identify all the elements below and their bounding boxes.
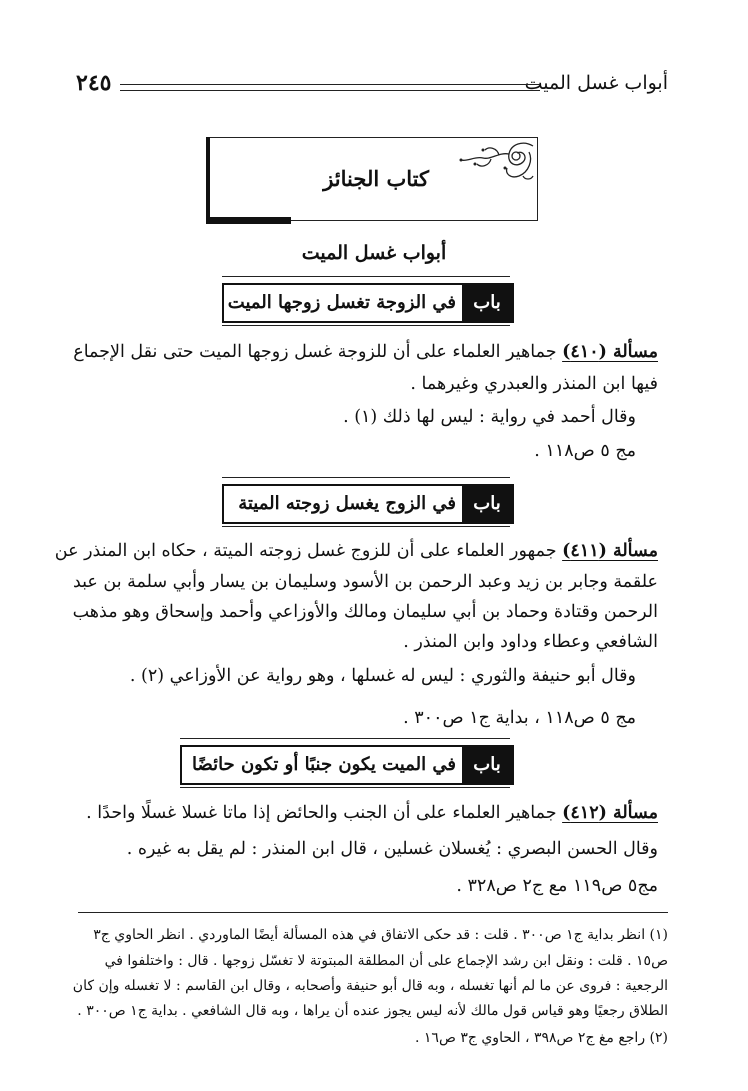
header-rule-top: [120, 84, 540, 85]
chapter-rule-bottom: [222, 325, 510, 326]
header-rule-bottom: [120, 90, 540, 91]
footnote-line: (١) انظر بداية ج١ ص٣٠٠ . قلت : قد حكى الاتفاق في هذه المسألة أيضًا الماوردي . انظر الحاوي ج٣: [93, 927, 668, 943]
chapter-rule-top: [180, 738, 510, 739]
paragraph-line: مسألة (٤١٢) جماهير العلماء على أن الجنب والحائض إذا ماتا غسلا غسلًا واحدًا .: [86, 803, 658, 823]
chapter-rule-top: [222, 276, 510, 277]
chapter-rule-bottom: [180, 787, 510, 788]
frame-shadow-bottom: [206, 217, 291, 224]
paragraph-line: وقال الحسن البصري : يُغسلان غسلين ، قال ابن المنذر : لم يقل به غيره .: [126, 839, 658, 859]
chapter-box: [222, 484, 514, 524]
footnote-separator: [78, 912, 668, 913]
running-header-title: أبواب غسل الميت: [524, 72, 668, 94]
paragraph-line: الشافعي وعطاء وداود وابن المنذر .: [403, 632, 658, 652]
paragraph-line: وقال أبو حنيفة والثوري : ليس له غسلها ، وهو رواية عن الأوزاعي (٢) .: [129, 666, 636, 686]
book-title: كتاب الجنائز: [323, 166, 429, 191]
paragraph-line: مسألة (٤١٠) جماهير العلماء على أن للزوجة غسل زوجها الميت حتى نقل الإجماع: [73, 342, 658, 362]
frame-shadow-left: [206, 137, 210, 219]
chapter-box: [222, 283, 514, 323]
chapter-title: في الزوجة تغسل زوجها الميت: [227, 292, 456, 313]
book-title-frame: [206, 137, 538, 221]
paragraph-line: مسألة (٤١١) جمهور العلماء على أن للزوج غسل زوجته الميتة ، حكاه ابن المنذر عن: [54, 541, 658, 561]
floral-ornament-icon: [453, 138, 537, 184]
issue-number: مسألة (٤١١): [562, 541, 658, 561]
chapter-title: في الزوج يغسل زوجته الميتة: [238, 493, 456, 514]
chapter-label: باب: [462, 285, 512, 321]
issue-number: مسألة (٤١٠): [562, 342, 658, 362]
issue-number: مسألة (٤١٢): [562, 803, 658, 823]
footnote-line: الطلاق رجعيًا وهو قياس قول مالك لأنه ليس يجوز عنده أن يراها ، وبه قال الشافعي . بداية ج١ ص٣٠٠ .: [77, 1003, 668, 1019]
reference-line: مج ٥ ص١١٨ .: [534, 441, 636, 461]
page-number: ٢٤٥: [76, 70, 112, 96]
paragraph-line: الرحمن وقتادة وحماد بن أبي سليمان ومالك والأوزاعي وأحمد وإسحاق وهو مذهب: [72, 602, 658, 622]
chapter-title: في الميت يكون جنبًا أو تكون حائضًا: [191, 754, 456, 775]
chapter-label: باب: [462, 486, 512, 522]
footnote-line: الرجعية : فروى عن ما لم أنها تغسله ، وبه قال أبو حنيفة وأصحابه ، وقال ابن القاسم : لا تغسله وإن كان: [72, 978, 668, 994]
chapter-box: [180, 745, 514, 785]
footnote-line: ص١٥ . قلت : ونقل ابن رشد الإجماع على أن المطلقة المبتوتة لا تغسّل زوجها . قال : واختلفوا في: [104, 953, 668, 969]
footnote-line: (٢) راجع مغ ج٢ ص٣٩٨ ، الحاوي ج٣ ص١٦ .: [414, 1030, 668, 1046]
chapter-label: باب: [462, 747, 512, 783]
reference-line: مج ٥ ص١١٨ ، بداية ج١ ص٣٠٠ .: [403, 708, 636, 728]
paragraph-line: فيها ابن المنذر والعبدري وغيرهما .: [410, 374, 658, 394]
chapter-rule-top: [222, 477, 510, 478]
paragraph-line: علقمة وجابر بن زيد وعبد الرحمن بن الأسود وسليمان بن يسار وأبي سلمة بن عبد: [72, 572, 658, 592]
section-title: أبواب غسل الميت: [301, 242, 447, 264]
reference-line: مج٥ ص١١٩ مع ج٢ ص٣٢٨ .: [456, 876, 658, 896]
paragraph-line: وقال أحمد في رواية : ليس لها ذلك (١) .: [343, 407, 636, 427]
chapter-rule-bottom: [222, 526, 510, 527]
